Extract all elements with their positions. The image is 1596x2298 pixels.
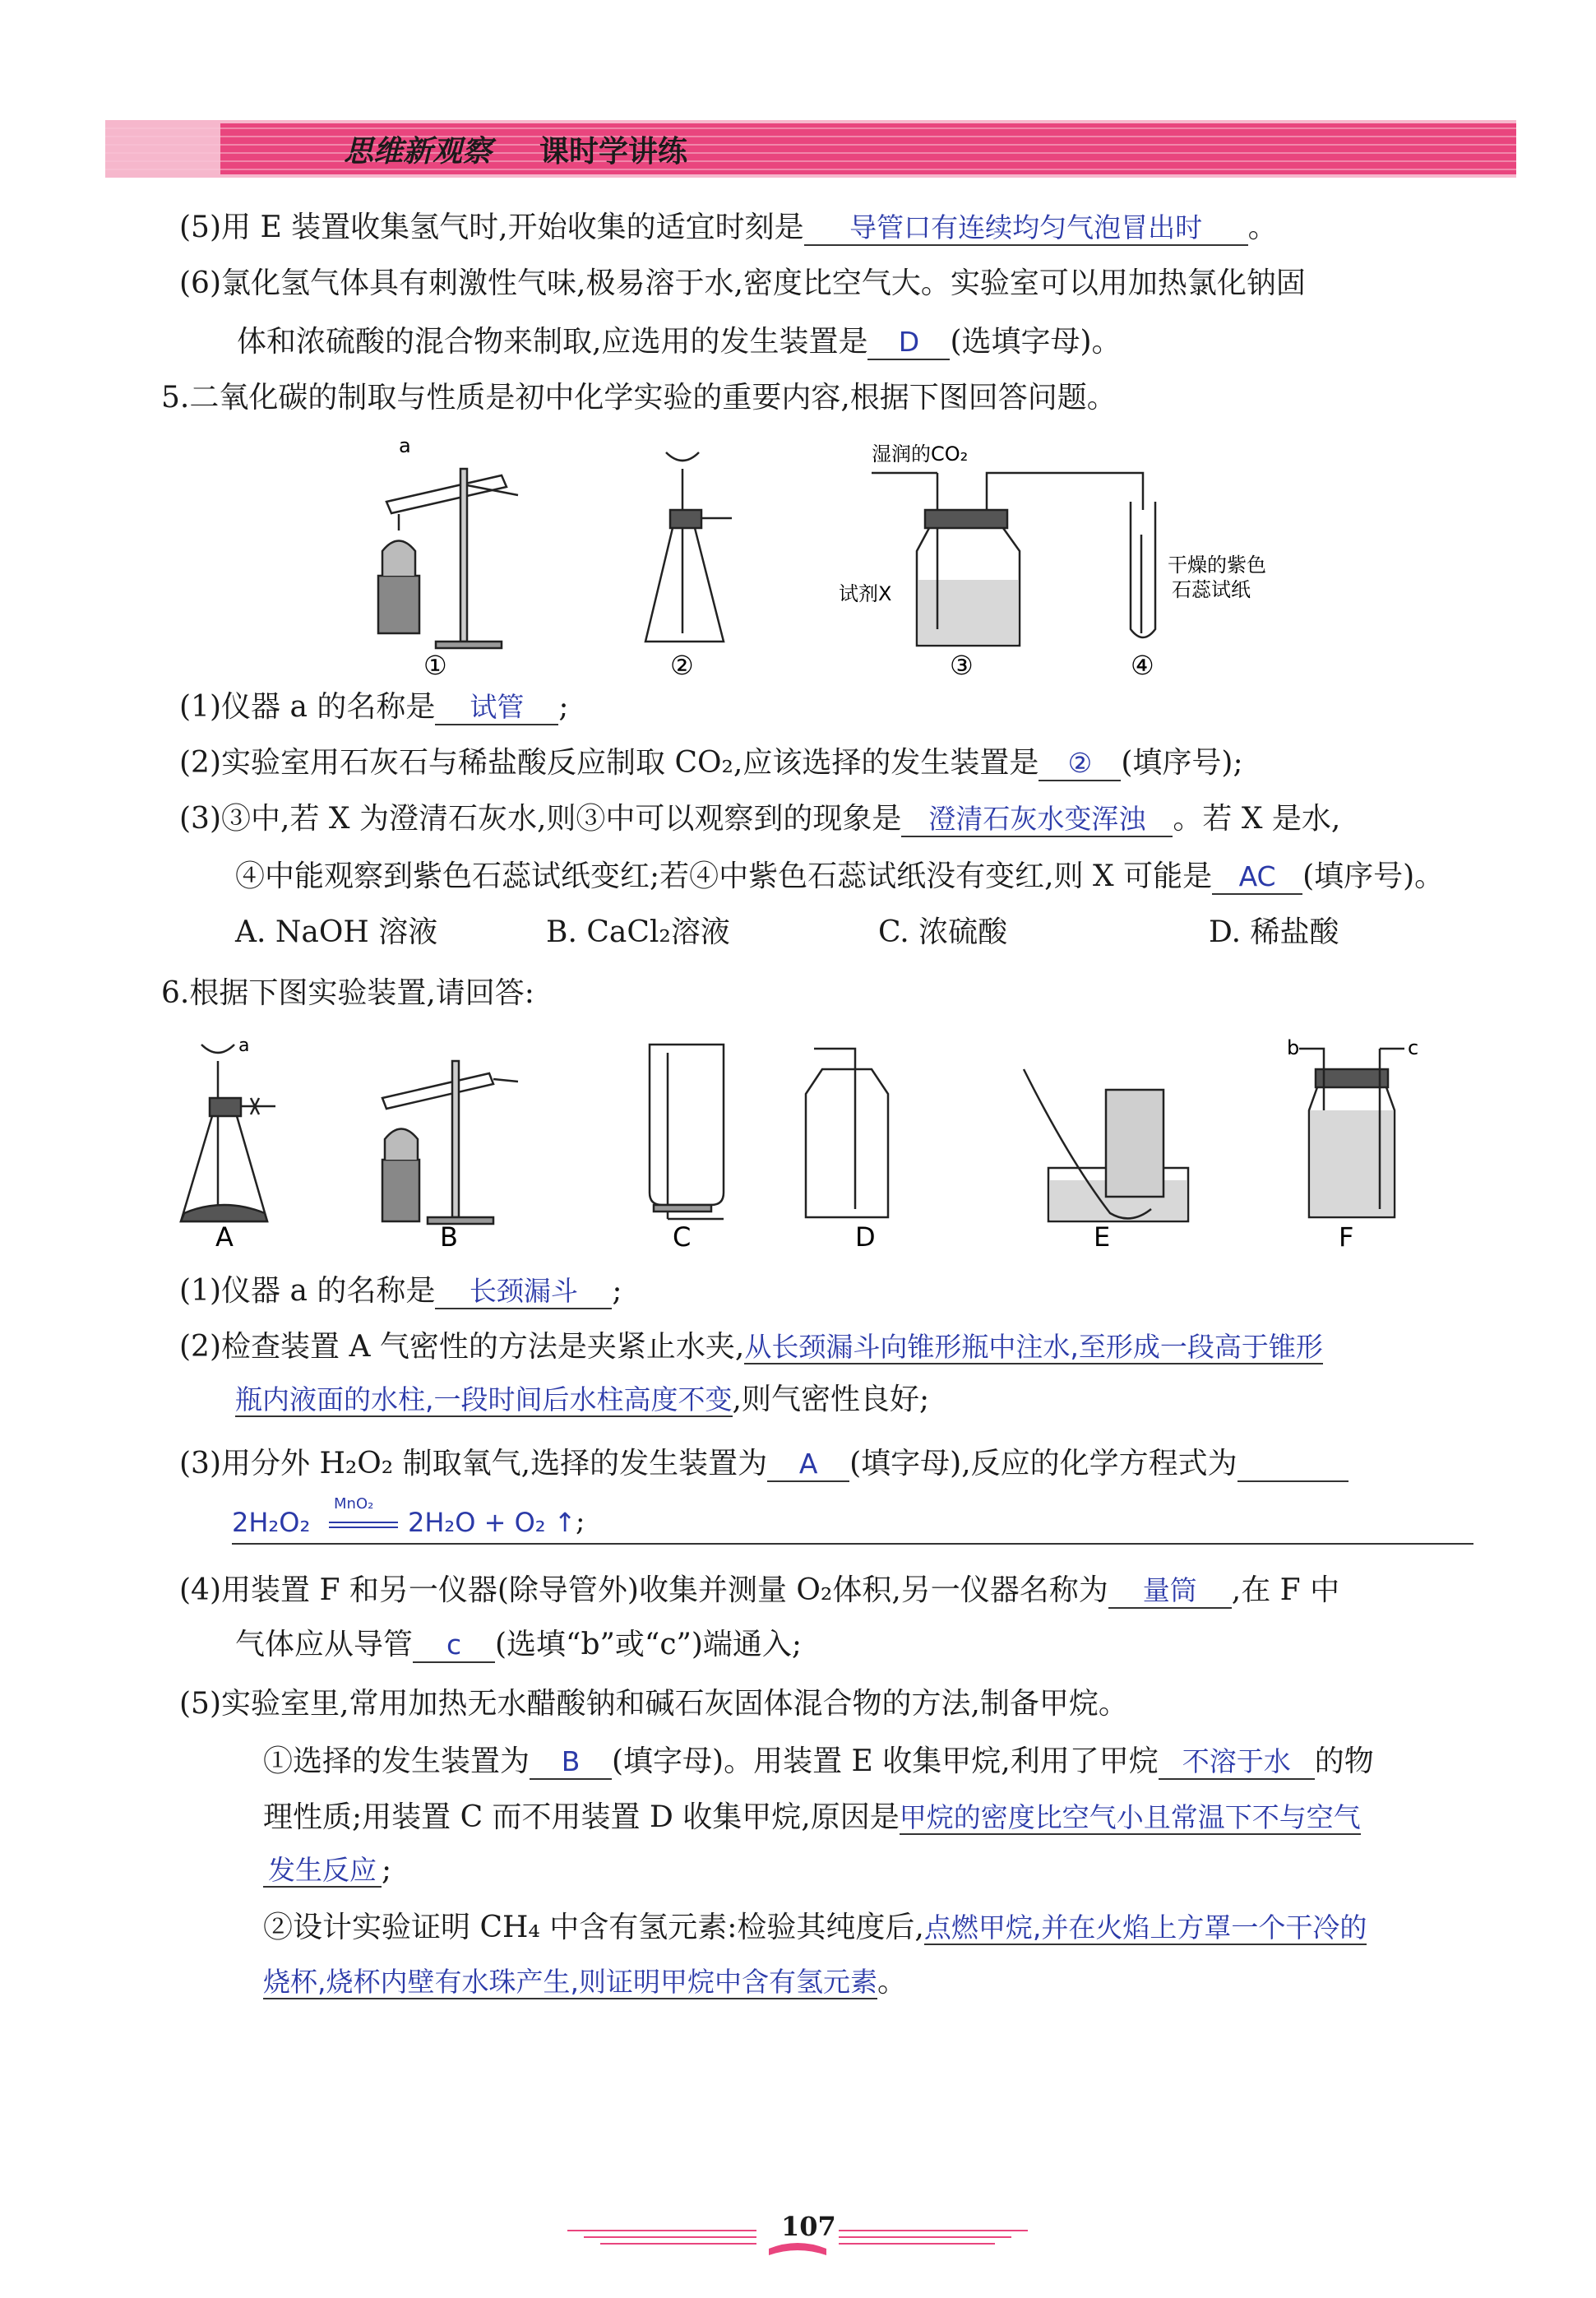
q6-label-B: B (440, 1221, 458, 1253)
q5-label-reagent: 试剂X (839, 582, 892, 605)
q6-part5-stem: (5)实验室里,常用加热无水醋酸钠和碱石灰固体混合物的方法,制备甲烷。 (179, 1687, 1128, 1721)
q6-p4-text: (4)用装置 F 和另一仪器(除导管外)收集并测量 O₂体积,另一仪器名称为 (179, 1573, 1108, 1607)
q5-part3-line1 (179, 801, 1340, 837)
q6-eq-catalyst: MnO₂ (334, 1495, 374, 1513)
q6-p3-text-2: (填字母),反应的化学方程式为 (849, 1447, 1237, 1480)
q6-p2-answer-2: 瓶内液面的水柱,一段时间后水柱高度不变 (235, 1383, 733, 1415)
q6-p5-2-answer2: 烧杯,烧杯内壁有水珠产生,则证明甲烷中含有氢元素 (263, 1966, 877, 1998)
q6-part4-line2 (235, 1627, 802, 1663)
q6-part2-line2 (235, 1382, 929, 1418)
q6-eq-end: ; (576, 1505, 585, 1538)
page-number: 107 (781, 2211, 836, 2242)
q6-p5-1-answer3: 甲烷的密度比空气小且常温下不与空气 (899, 1801, 1361, 1833)
q6-p5-1-answer2: 不溶于水 (1182, 1745, 1291, 1777)
q6-apparatus-F (1299, 1049, 1404, 1217)
q6-p1-answer: 长颈漏斗 (469, 1275, 578, 1307)
q6-p4-blank (1108, 1574, 1232, 1609)
q5-apparatus-2 (645, 452, 732, 642)
q6-label-a: a (238, 1035, 250, 1056)
q4-part5 (179, 210, 1278, 246)
q5-part2 (179, 745, 1243, 781)
q4-p5-text: (5)用 E 装置收集氢气时,开始收集的适宜时刻是 (179, 211, 804, 244)
q6-p1-end: ; (612, 1274, 622, 1308)
q5-p1-text: (1)仪器 a 的名称是 (179, 690, 436, 724)
q5-p2-text: (2)实验室用石灰石与稀盐酸反应制取 CO₂,应该选择的发生装置是 (179, 746, 1039, 780)
q5-p1-blank (435, 691, 558, 725)
q6-part5-1-line3 (263, 1852, 391, 1888)
q6-p5-1-line2-text: 理性质;用装置 C 而不用装置 D 收集甲烷,原因是 (263, 1800, 900, 1834)
q5-p3-blank (901, 803, 1173, 837)
header-title-left: 思维新观察 (344, 135, 493, 169)
q5-label-wet-co2: 湿润的CO₂ (872, 442, 969, 466)
q6-stem: 6.根据下图实验装置,请回答: (161, 976, 534, 1010)
q6-p4-blank2 (413, 1629, 495, 1663)
q6-apparatus-B (382, 1061, 518, 1224)
q6-p5-2-answer1: 点燃甲烷,并在火焰上方罩一个干冷的 (923, 1911, 1367, 1944)
q5-p2-end: (填序号); (1121, 746, 1243, 780)
q4-part6-line1: (6)氯化氢气体具有刺激性气味,极易溶于水,密度比空气大。实验室可以用加热氯化钠固 (179, 266, 1306, 300)
q6-apparatus-D (806, 1049, 888, 1217)
q5-stem: 5.二氧化碳的制取与性质是初中化学实验的重要内容,根据下图回答问题。 (161, 381, 1117, 415)
q6-figure (164, 1028, 1447, 1267)
q6-p3-blank (767, 1448, 849, 1482)
q4-p6-end: (选填字母)。 (950, 325, 1122, 359)
q5-p3-blank2 (1212, 860, 1302, 895)
q6-apparatus-E (1024, 1069, 1188, 1221)
q5-label-n3: ③ (950, 650, 974, 681)
q5-option-b: B. CaCl₂溶液 (546, 915, 730, 949)
q5-p3-line2-text: ④中能观察到紫色石蕊试纸变红;若④中紫色石蕊试纸没有变红,则 X 可能是 (235, 859, 1213, 893)
q6-p3-tail-blank (1237, 1480, 1349, 1482)
q6-apparatus-C (650, 1045, 724, 1219)
q5-label-n2: ② (670, 650, 694, 681)
header-title-right: 课时学讲练 (539, 135, 688, 169)
q4-p6-blank (867, 326, 950, 360)
q6-part5-1-line2 (263, 1800, 1361, 1836)
q6-p1-blank (435, 1275, 612, 1309)
q5-p3-answer2: AC (1238, 860, 1276, 892)
q6-p3-answer: A (798, 1448, 818, 1480)
q5-option-d: D. 稀盐酸 (1209, 915, 1339, 949)
q5-p2-answer: ② (1067, 747, 1093, 779)
q4-part6-line2 (237, 324, 1122, 360)
q5-label-dry-paper-2: 石蕊试纸 (1172, 578, 1251, 601)
q6-part1 (179, 1273, 622, 1309)
q6-part5-2-line1 (263, 1910, 1367, 1946)
q5-p3-line2-end: (填序号)。 (1302, 859, 1445, 893)
q6-label-A: A (215, 1221, 234, 1253)
q6-apparatus-A (181, 1045, 275, 1221)
q6-eq-right: 2H₂O + O₂ ↑ (408, 1507, 576, 1538)
q6-p4-line2-text: 气体应从导管 (235, 1628, 414, 1661)
q4-p5-blank (804, 211, 1248, 246)
q6-p5-1-answer: B (561, 1745, 581, 1777)
q5-p1-answer: 试管 (470, 691, 525, 723)
q6-p3-text: (3)用分外 H₂O₂ 制取氧气,选择的发生装置为 (179, 1447, 768, 1480)
q6-p5-1-line3-end: ; (382, 1853, 392, 1887)
q6-p5-2-end: 。 (877, 1965, 907, 1999)
q6-p4-line2-end: (选填“b”或“c”)端通入; (495, 1628, 803, 1661)
q5-figure (362, 436, 1299, 683)
q6-p4-answer: 量筒 (1142, 1574, 1197, 1606)
q6-p5-1-blank (530, 1745, 612, 1780)
q5-p3-end: 。若 X 是水, (1173, 802, 1341, 836)
q6-p2-end: ,则气密性良好; (732, 1383, 930, 1416)
q5-label-n1: ① (423, 650, 447, 681)
q6-p2-answer-1: 从长颈漏斗向锥形瓶中注水,至形成一段高于锥形 (744, 1331, 1323, 1363)
q6-part5-2-line2 (263, 1964, 907, 2000)
q6-eq-arrow (329, 1522, 398, 1528)
q5-p1-end: ; (558, 690, 569, 724)
q6-p5-1-blank2 (1159, 1745, 1315, 1780)
header-band (105, 120, 1516, 178)
q6-part4-line1 (179, 1573, 1339, 1609)
q6-p4-answer2: c (446, 1629, 462, 1661)
q5-part3-line2 (235, 859, 1444, 895)
q5-apparatus-4 (1131, 502, 1155, 637)
q6-label-E: E (1094, 1221, 1111, 1253)
q5-label-n4: ④ (1131, 650, 1154, 681)
q4-p6-answer: D (898, 326, 920, 358)
q6-equation (232, 1495, 1473, 1545)
q6-label-D: D (855, 1221, 876, 1253)
q6-eq-left: 2H₂O₂ (232, 1507, 311, 1538)
q6-p1-text: (1)仪器 a 的名称是 (179, 1274, 436, 1308)
q6-p5-1-text: ①选择的发生装置为 (263, 1744, 530, 1778)
q5-label-dry-paper-1: 干燥的紫色 (1168, 554, 1266, 577)
header-background (105, 120, 1516, 178)
q5-p3-text: (3)③中,若 X 为澄清石灰水,则③中可以观察到的现象是 (179, 802, 902, 836)
q5-p2-blank (1039, 747, 1121, 781)
q5-part1 (179, 689, 569, 725)
q4-p5-answer: 导管口有连续均匀气泡冒出时 (849, 211, 1203, 243)
q6-p5-1-text-2: (填字母)。用装置 E 收集甲烷,利用了甲烷 (612, 1744, 1159, 1778)
q5-label-a: a (399, 436, 411, 457)
q6-p4-end: ,在 F 中 (1231, 1573, 1340, 1607)
q5-apparatus-1 (378, 469, 518, 648)
q6-label-F: F (1339, 1221, 1354, 1253)
q4-p6-text: 体和浓硫酸的混合物来制取,应选用的发生装置是 (237, 325, 868, 359)
q6-part5-1-line1 (263, 1744, 1374, 1780)
q6-label-c: c (1408, 1036, 1419, 1059)
q5-apparatus-3 (872, 473, 1143, 646)
q6-part2-line1 (179, 1329, 1323, 1365)
q6-label-b: b (1287, 1036, 1300, 1059)
q4-p5-end: 。 (1247, 211, 1278, 244)
q6-p5-1-answer4: 发生反应 (263, 1854, 382, 1888)
q6-p5-2-text: ②设计实验证明 CH₄ 中含有氢元素:检验其纯度后, (263, 1911, 924, 1944)
q5-p3-answer: 澄清石灰水变浑浊 (928, 803, 1146, 835)
q6-p2-text: (2)检查装置 A 气密性的方法是夹紧止水夹, (179, 1330, 745, 1364)
q6-p5-1-end: 的物 (1314, 1744, 1374, 1778)
q6-part3 (179, 1446, 1349, 1482)
q5-option-c: C. 浓硫酸 (878, 915, 1008, 949)
q6-label-C: C (673, 1221, 692, 1253)
q5-option-a: A. NaOH 溶液 (235, 915, 438, 949)
